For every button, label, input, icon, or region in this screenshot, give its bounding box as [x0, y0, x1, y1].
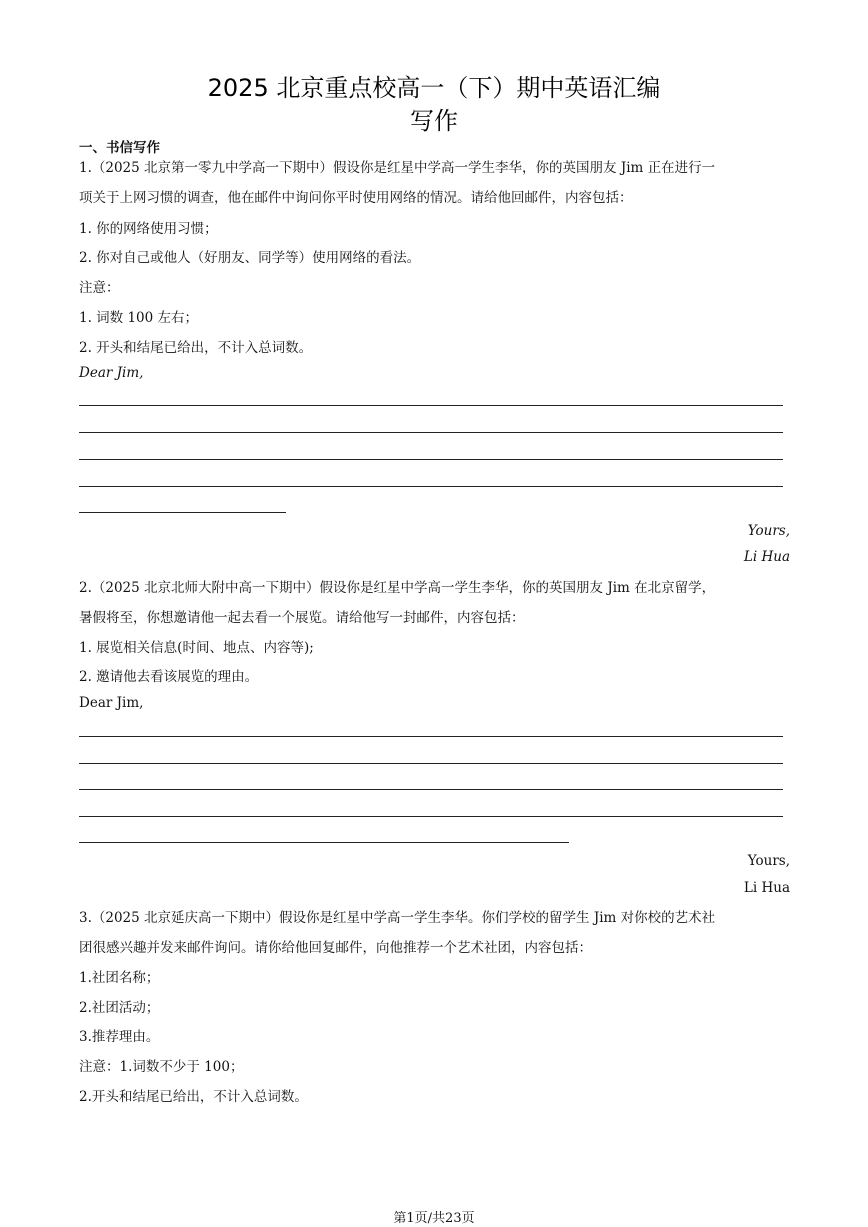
q3-item-3: 3.推荐理由。 — [79, 1029, 160, 1045]
q1-item-2: 2. 你对自己或他人（好朋友、同学等）使用网络的看法。 — [79, 250, 421, 266]
q1-greeting: Dear Jim, — [79, 365, 144, 381]
q2-greeting: Dear Jim, — [79, 695, 144, 711]
q2-answer-line — [79, 816, 783, 817]
q1-note-2: 2. 开头和结尾已给出，不计入总词数。 — [79, 340, 313, 356]
q2-signature: Li Hua — [743, 880, 790, 896]
q2-answer-line — [79, 736, 783, 737]
q1-prompt-line-1: 1.（2025 北京第一零九中学高一下期中）假设你是红星中学高一学生李华，你的英国朋友 Jim 正在进行一 — [79, 160, 716, 176]
q1-note-1: 1. 词数 100 左右； — [79, 310, 199, 326]
q2-item-1: 1. 展览相关信息(时间、地点、内容等); — [79, 640, 314, 656]
q1-answer-line-short — [79, 512, 286, 513]
q3-prompt-line-1: 3.（2025 北京延庆高一下期中）假设你是红星中学高一学生李华。你们学校的留学生 Jim 对你校的艺术社 — [79, 910, 716, 926]
q1-prompt-line-2: 项关于上网习惯的调查，他在邮件中询问你平时使用网络的情况。请给他回邮件，内容包括： — [79, 190, 633, 206]
q1-note-label: 注意： — [79, 280, 120, 296]
q3-item-1: 1.社团名称； — [79, 970, 160, 986]
document-subtitle: 写作 — [410, 107, 458, 135]
q3-item-2: 2.社团活动； — [79, 1000, 160, 1016]
q1-signature: Li Hua — [743, 549, 790, 565]
q2-closing: Yours, — [747, 853, 790, 869]
q2-answer-line — [79, 763, 783, 764]
q1-closing: Yours, — [747, 523, 790, 539]
section-heading: 一、书信写作 — [79, 140, 160, 156]
q3-note-2: 2.开头和结尾已给出，不计入总词数。 — [79, 1089, 308, 1105]
q2-answer-line — [79, 789, 783, 790]
q2-prompt-line-2: 暑假将至，你想邀请他一起去看一个展览。请给他写一封邮件，内容包括： — [79, 610, 525, 626]
q1-answer-line — [79, 405, 783, 406]
q3-prompt-line-2: 团很感兴趣并发来邮件询问。请你给他回复邮件，向他推荐一个艺术社团，内容包括： — [79, 940, 592, 956]
q1-answer-line — [79, 486, 783, 487]
page-footer: 第1页/共23页 — [393, 1211, 475, 1226]
document-title: 2025 北京重点校高一（下）期中英语汇编 — [207, 74, 661, 102]
q3-note-1: 注意：1.词数不少于 100； — [79, 1059, 244, 1075]
q2-item-2: 2. 邀请他去看该展览的理由。 — [79, 669, 259, 685]
q2-prompt-line-1: 2.（2025 北京北师大附中高一下期中）假设你是红星中学高一学生李华，你的英国朋友 Jim 在北京留学， — [79, 580, 716, 596]
q1-item-1: 1. 你的网络使用习惯； — [79, 221, 218, 237]
q1-answer-line — [79, 432, 783, 433]
q1-answer-line — [79, 459, 783, 460]
q2-answer-line-short — [79, 842, 569, 843]
